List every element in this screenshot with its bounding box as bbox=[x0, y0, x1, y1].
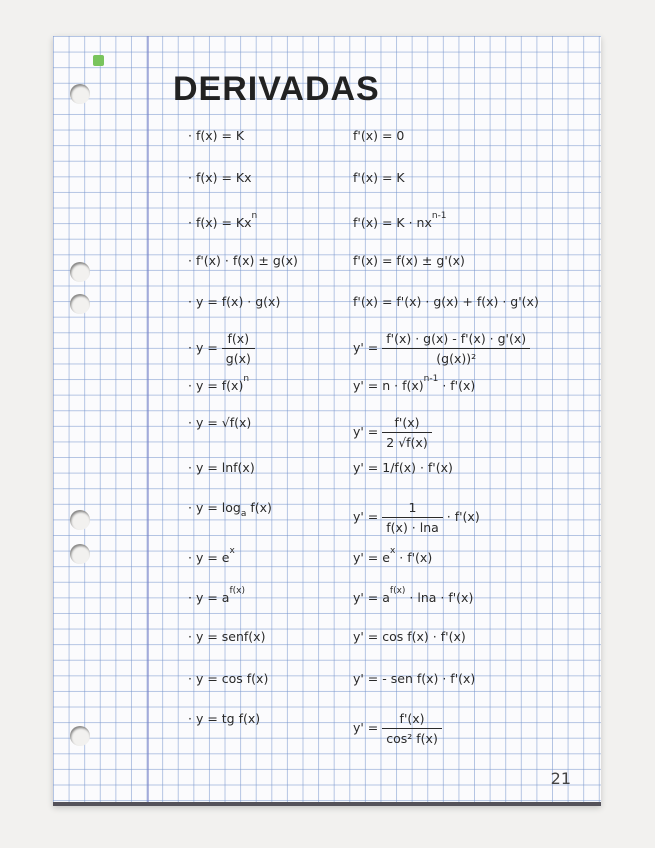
function-exponent: n bbox=[243, 374, 250, 384]
derivative-text: f'(x) = K bbox=[353, 170, 405, 185]
formula-function bbox=[188, 294, 280, 309]
function-exponent: n bbox=[251, 211, 258, 221]
formula-derivative bbox=[353, 586, 473, 605]
function-text: · f(x) = Kx bbox=[188, 215, 252, 230]
formula-function bbox=[188, 460, 255, 475]
derivative-suffix: · f'(x) bbox=[438, 378, 476, 393]
derivative-text: y' = n · f(x) bbox=[353, 378, 424, 393]
function-prefix: · y = bbox=[188, 340, 222, 355]
fraction bbox=[382, 500, 443, 535]
derivative-text: f'(x) = K · nx bbox=[353, 215, 432, 230]
function-text: · y = √f(x) bbox=[188, 415, 252, 430]
derivative-text: f'(x) = 0 bbox=[353, 128, 405, 143]
binder-hole bbox=[70, 84, 90, 104]
numerator: f'(x) · g(x) - f'(x) · g'(x) bbox=[386, 331, 527, 346]
formula-derivative bbox=[353, 331, 530, 366]
function-text: · y = log bbox=[188, 500, 241, 515]
fraction-bar bbox=[382, 432, 431, 433]
derivative-text: f'(x) = f'(x) · g(x) + f(x) · g'(x) bbox=[353, 294, 539, 309]
derivative-prefix: y' = bbox=[353, 509, 383, 524]
fraction-bar bbox=[382, 348, 530, 349]
denominator: g(x) bbox=[225, 351, 251, 366]
formula-derivative bbox=[353, 211, 447, 230]
formula-function bbox=[188, 374, 249, 393]
derivative-exponent: f(x) bbox=[389, 586, 406, 596]
function-subscript: a bbox=[240, 509, 247, 519]
derivative-text: y' = a bbox=[353, 590, 390, 605]
function-text: · y = tg f(x) bbox=[188, 711, 261, 726]
derivative-exponent: n-1 bbox=[423, 374, 439, 384]
corner-sticker bbox=[93, 55, 104, 66]
formula-derivative bbox=[353, 711, 442, 746]
derivative-text: f'(x) = f(x) ± g'(x) bbox=[353, 253, 465, 268]
function-text: · y = lnf(x) bbox=[188, 460, 255, 475]
fraction-bar bbox=[382, 728, 442, 729]
formula-derivative bbox=[353, 253, 465, 268]
denominator: (g(x))² bbox=[436, 351, 477, 366]
function-exponent: f(x) bbox=[229, 586, 245, 596]
derivative-prefix: y' = bbox=[353, 424, 383, 439]
function-text: · y = e bbox=[188, 550, 230, 565]
numerator: f(x) bbox=[227, 331, 250, 346]
formula-function bbox=[188, 629, 265, 644]
fraction bbox=[382, 415, 431, 450]
formula-derivative bbox=[353, 671, 475, 686]
formula-function bbox=[188, 253, 298, 268]
derivative-text: y' = e bbox=[353, 550, 390, 565]
formula-function bbox=[188, 128, 244, 143]
formula-function bbox=[188, 586, 245, 605]
derivative-exponent: n-1 bbox=[431, 211, 447, 221]
formula-derivative bbox=[353, 294, 539, 309]
function-text: · f(x) = Kx bbox=[188, 170, 252, 185]
denominator: 2 √f(x) bbox=[386, 435, 428, 450]
notebook-page bbox=[53, 36, 601, 806]
numerator: f'(x) bbox=[399, 711, 425, 726]
denominator: f(x) · lna bbox=[386, 520, 439, 535]
binder-hole bbox=[70, 544, 90, 564]
formula-derivative bbox=[353, 546, 432, 565]
binder-hole bbox=[70, 726, 90, 746]
function-text: · y = cos f(x) bbox=[188, 671, 269, 686]
numerator: 1 bbox=[408, 500, 417, 515]
margin-line bbox=[147, 36, 149, 806]
fraction bbox=[382, 331, 530, 366]
function-text: · f(x) = K bbox=[188, 128, 245, 143]
binder-hole bbox=[70, 294, 90, 314]
derivative-suffix: · lna · f'(x) bbox=[405, 590, 474, 605]
binder-hole bbox=[70, 510, 90, 530]
formula-derivative bbox=[353, 128, 404, 143]
formula-function bbox=[188, 500, 272, 519]
fraction-bar bbox=[222, 348, 255, 349]
derivative-prefix: y' = bbox=[353, 340, 383, 355]
formula-function bbox=[188, 546, 235, 565]
binder-hole bbox=[70, 262, 90, 282]
formula-derivative bbox=[353, 170, 405, 185]
page-edge bbox=[53, 802, 601, 806]
page-number: 21 bbox=[550, 769, 571, 788]
formula-function bbox=[188, 671, 268, 686]
formula-derivative bbox=[353, 460, 453, 475]
function-text: · y = f(x) bbox=[188, 378, 244, 393]
formula-derivative bbox=[353, 629, 466, 644]
fraction-bar bbox=[382, 517, 443, 518]
formula-derivative bbox=[353, 500, 480, 535]
formula-function bbox=[188, 211, 257, 230]
formula-function bbox=[188, 170, 252, 185]
formula-function bbox=[188, 711, 260, 726]
function-text: · f'(x) · f(x) ± g(x) bbox=[188, 253, 298, 268]
derivative-prefix: y' = bbox=[353, 720, 383, 735]
formula-derivative bbox=[353, 374, 475, 393]
denominator: cos² f(x) bbox=[386, 731, 438, 746]
function-text: · y = f(x) · g(x) bbox=[188, 294, 281, 309]
function-exponent: x bbox=[229, 546, 235, 556]
derivative-exponent: x bbox=[389, 546, 396, 556]
function-suffix: f(x) bbox=[246, 500, 272, 515]
page-title: DERIVADAS bbox=[173, 70, 380, 108]
derivative-text: y' = cos f(x) · f'(x) bbox=[353, 629, 466, 644]
function-text: · y = senf(x) bbox=[188, 629, 266, 644]
fraction bbox=[222, 331, 255, 366]
formula-function bbox=[188, 415, 251, 430]
derivative-suffix: · f'(x) bbox=[442, 509, 480, 524]
numerator: f'(x) bbox=[394, 415, 420, 430]
function-text: · y = a bbox=[188, 590, 230, 605]
derivative-text: y' = - sen f(x) · f'(x) bbox=[353, 671, 476, 686]
fraction bbox=[382, 711, 442, 746]
formula-function bbox=[188, 331, 255, 366]
formula-derivative bbox=[353, 415, 432, 450]
derivative-text: y' = 1/f(x) · f'(x) bbox=[353, 460, 453, 475]
derivative-suffix: · f'(x) bbox=[395, 550, 433, 565]
